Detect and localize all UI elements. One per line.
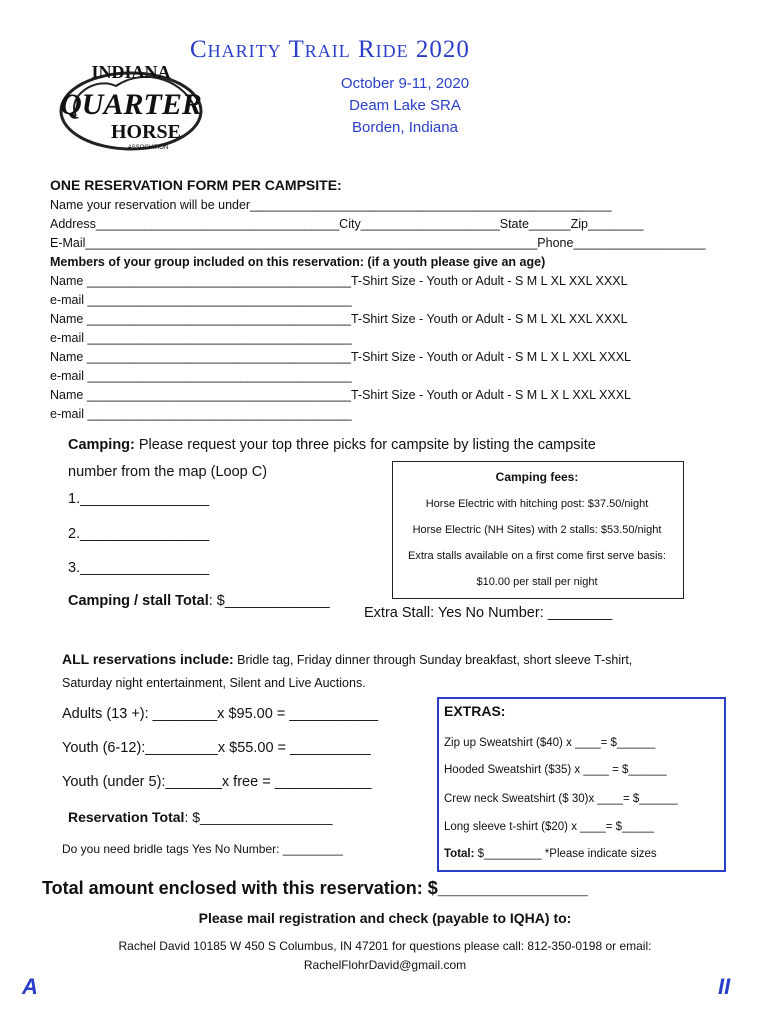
camping-total-label: Camping / stall Total: [68, 593, 209, 609]
member-name-line[interactable]: Name ______________________________________T-Shirt Size - Youth or Adult - S M L X L XXL XXXL: [50, 350, 631, 364]
under5-pricing-line[interactable]: Youth (under 5):_______x free = ____________: [62, 774, 372, 790]
iqha-logo: [56, 56, 206, 156]
member-name-line[interactable]: Name ______________________________________T-Shirt Size - Youth or Adult - S M L X L XXL XXXL: [50, 388, 631, 402]
includes-text: Bridle tag, Friday dinner through Sunday breakfast, short sleeve T-shirt,: [233, 653, 633, 667]
camping-text-line2: number from the map (Loop C): [68, 464, 268, 480]
email-phone-field-line[interactable]: E-Mail_________________________________________________________________Phone___________________: [50, 236, 706, 250]
youth-pricing-line[interactable]: Youth (6-12):_________x $55.00 = __________: [62, 740, 371, 756]
camping-total-value[interactable]: : $_____________: [208, 593, 330, 609]
total-enclosed-line[interactable]: Total amount enclosed with this reservation: $_______________: [42, 878, 588, 898]
fee-line-4: $10.00 per stall per night: [476, 576, 598, 588]
logo-small-text: ASSOCIATION: [127, 145, 169, 151]
form-heading: ONE RESERVATION FORM PER CAMPSITE:: [50, 177, 342, 193]
bridle-tags-line[interactable]: Do you need bridle tags Yes No Number: _________: [62, 842, 343, 856]
member-name-line[interactable]: Name ______________________________________T-Shirt Size - Youth or Adult - S M L XL XXL XXXL: [50, 274, 628, 288]
includes-line1: [62, 651, 632, 667]
camping-label: Camping:: [68, 437, 135, 453]
mail-instructions: Please mail registration and check (payable to IQHA) to:: [198, 910, 572, 926]
member-email-line[interactable]: e-mail ______________________________________: [50, 369, 352, 383]
logo-top-text: INDIANA: [91, 62, 171, 82]
extras-total-line[interactable]: [444, 848, 657, 860]
extras-heading: EXTRAS:: [444, 703, 506, 719]
fee-line-3: Extra stalls available on a first come first serve basis:: [408, 550, 666, 562]
mail-address: Rachel David 10185 W 450 S Columbus, IN 47201 for questions please call: 812-350-0198 or email:: [118, 939, 652, 953]
camping-text: Please request your top three picks for campsite by listing the campsite: [134, 437, 596, 453]
member-email-line[interactable]: e-mail ______________________________________: [50, 293, 352, 307]
corner-mark-left: A: [22, 974, 38, 999]
reservation-total-line[interactable]: [68, 809, 332, 825]
includes-line2: Saturday night entertainment, Silent and Live Auctions.: [62, 676, 366, 690]
includes-label: ALL reservations include:: [62, 651, 234, 667]
event-city: Borden, Indiana: [352, 119, 458, 136]
reservation-total-value[interactable]: : $_________________: [184, 809, 333, 825]
camping-text-line1: [68, 437, 596, 453]
address-field-line[interactable]: Address___________________________________City____________________State______Zip________: [50, 217, 644, 231]
name-field-line[interactable]: Name your reservation will be under____________________________________________________: [50, 198, 612, 212]
member-email-line[interactable]: e-mail ______________________________________: [50, 407, 352, 421]
extras-total-label: Total:: [444, 848, 475, 860]
extras-long-line[interactable]: Long sleeve t-shirt ($20) x ____= $_____: [444, 821, 655, 833]
fee-line-1: Horse Electric with hitching post: $37.50/night: [425, 498, 649, 510]
member-email-line[interactable]: e-mail ______________________________________: [50, 331, 352, 345]
extras-zip-line[interactable]: Zip up Sweatshirt ($40) x ____= $______: [444, 737, 656, 749]
page-title: Charity Trail Ride 2020: [190, 36, 470, 63]
contact-email: RachelFlohrDavid@gmail.com: [303, 958, 467, 972]
campsite-pick-1[interactable]: 1.________________: [68, 491, 210, 507]
members-heading: Members of your group included on this reservation: (if a youth please give an age): [50, 255, 546, 269]
reservation-total-label: Reservation Total: [68, 809, 185, 825]
event-dates: October 9-11, 2020: [340, 75, 470, 92]
extras-total-value[interactable]: $_________ *Please indicate sizes: [474, 848, 657, 860]
campsite-pick-3[interactable]: 3.________________: [68, 560, 210, 576]
logo-mid-text: QUARTER: [60, 88, 202, 121]
camping-total-line[interactable]: [68, 593, 330, 609]
adults-pricing-line[interactable]: Adults (13 +): ________x $95.00 = ___________: [62, 706, 379, 722]
corner-mark-right: II: [718, 974, 731, 999]
member-name-line[interactable]: Name ______________________________________T-Shirt Size - Youth or Adult - S M L XL XXL XXXL: [50, 312, 628, 326]
event-location: Deam Lake SRA: [349, 97, 461, 114]
fees-heading: Camping fees:: [495, 470, 579, 484]
logo-bottom-text: HORSE: [110, 121, 182, 143]
extra-stall-line[interactable]: Extra Stall: Yes No Number: ________: [364, 605, 613, 621]
extras-box: [437, 697, 726, 872]
fee-line-2: Horse Electric (NH Sites) with 2 stalls: $53.50/night: [412, 524, 662, 536]
extras-hooded-line[interactable]: Hooded Sweatshirt ($35) x ____ = $______: [444, 764, 667, 776]
campsite-pick-2[interactable]: 2.________________: [68, 526, 210, 542]
extras-crew-line[interactable]: Crew neck Sweatshirt ($ 30)x ____= $______: [444, 793, 678, 805]
